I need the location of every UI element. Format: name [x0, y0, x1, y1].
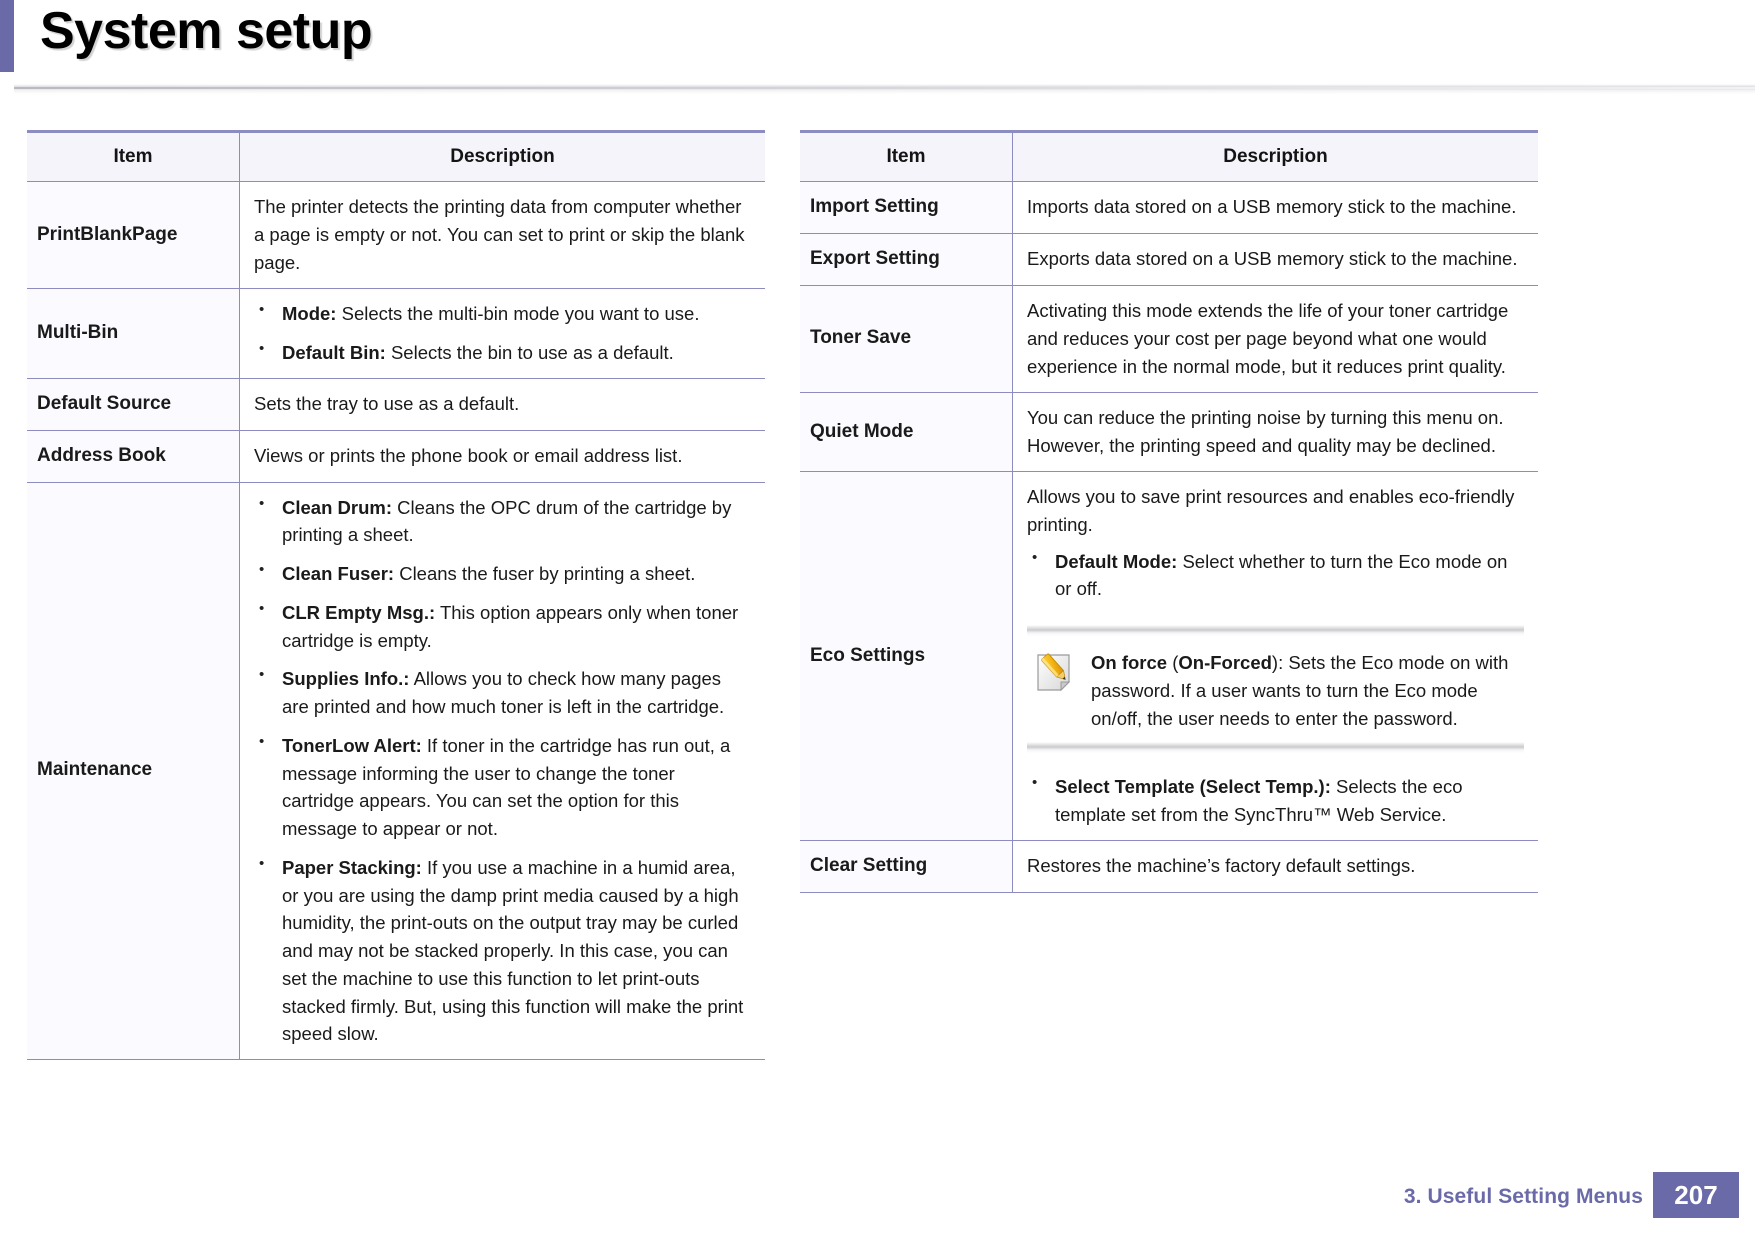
bullet-lead: Clean Drum: [282, 496, 392, 518]
description-bullet-item [254, 494, 751, 550]
note-callout [1027, 625, 1524, 753]
description-bullet-list [254, 300, 751, 367]
cell-description [240, 289, 766, 379]
cell-description [1013, 285, 1539, 392]
description-paragraph: Exports data stored on a USB memory stick to the machine. [1027, 248, 1518, 270]
page-footer [0, 1172, 1755, 1218]
bullet-text: Selects the multi-bin mode you want to use. [336, 303, 700, 325]
bullet-lead: Default Mode: [1055, 550, 1178, 572]
bullet-text: If you use a machine in a humid area, or you are using the damp print media caused by a high humidity, the print-outs on the output tray may be curled and may not be stacked properly. In this case, you can set the machine to use this function to let print-outs stacked firmly. But, using this function will make the print speed slow. [282, 856, 744, 1045]
bullet-lead: TonerLow Alert: [282, 734, 422, 756]
description-paragraph: Restores the machine’s factory default settings. [1027, 855, 1416, 877]
cell-description [1013, 472, 1539, 841]
cell-description [1013, 840, 1539, 892]
note-bottom-divider [1027, 742, 1524, 753]
note-paren-bold: On-Forced [1178, 652, 1272, 674]
table-row [800, 233, 1538, 285]
bullet-lead: CLR Empty Msg.: [282, 601, 436, 623]
cell-description [1013, 233, 1539, 285]
cell-item: Quiet Mode [800, 393, 1013, 472]
table-row [27, 430, 765, 482]
bullet-text: Selects the bin to use as a default. [385, 342, 674, 364]
header-divider [14, 84, 1755, 94]
bullet-lead: Paper Stacking: [282, 856, 422, 878]
page-title: System setup [40, 2, 373, 60]
footer-page-number: 207 [1653, 1172, 1739, 1218]
column-header-description: Description [1013, 132, 1539, 182]
left-column [27, 130, 765, 1060]
bullet-text: Select whether to turn the Eco mode on or off. [1055, 550, 1508, 600]
column-header-item: Item [27, 132, 240, 182]
table-row [800, 472, 1538, 841]
description-bullet-item [254, 560, 751, 588]
bullet-lead: Mode: [282, 303, 337, 325]
column-header-description: Description [240, 132, 766, 182]
bullet-text: Cleans the fuser by printing a sheet. [394, 563, 696, 585]
bullet-text: Selects the eco template set from the SyncThru™ Web Service. [1055, 776, 1463, 826]
table-row [800, 285, 1538, 392]
note-paren-open: ( [1167, 652, 1179, 674]
cell-description [240, 482, 766, 1060]
bullet-text: Cleans the OPC drum of the cartridge by printing a sheet. [282, 496, 732, 546]
description-bullet-item [254, 599, 751, 655]
cell-description [240, 378, 766, 430]
description-bullet-item [254, 339, 751, 367]
table-row [27, 378, 765, 430]
cell-item: Export Setting [800, 233, 1013, 285]
table-row [800, 393, 1538, 472]
bullet-lead: Select Template (Select Temp.): [1055, 776, 1331, 798]
cell-item: Default Source [27, 378, 240, 430]
note-text [1091, 649, 1518, 733]
table-row [27, 289, 765, 379]
page-header [0, 0, 1755, 100]
settings-table-right [800, 130, 1538, 893]
table-row [27, 182, 765, 289]
description-bullet-item [254, 732, 751, 843]
cell-item: Maintenance [27, 482, 240, 1060]
description-paragraph: Activating this mode extends the life of your toner cartridge and reduces your cost per page beyond what one would experience in the normal mode, but it reduces print quality. [1027, 299, 1509, 377]
bullet-text: This option appears only when toner cartridge is empty. [282, 601, 739, 651]
cell-item: Toner Save [800, 285, 1013, 392]
table-row [27, 482, 765, 1060]
cell-item: Eco Settings [800, 472, 1013, 841]
description-bullet-item [254, 665, 751, 721]
description-paragraph: Views or prints the phone book or email address list. [254, 445, 683, 467]
description-bullet-list [1027, 548, 1524, 604]
table-header-row [27, 132, 765, 182]
note-body [1027, 643, 1518, 737]
column-header-item: Item [800, 132, 1013, 182]
footer-section-label: 3. Useful Setting Menus [1403, 1185, 1643, 1208]
header-accent-bar [0, 0, 14, 72]
description-paragraph: Allows you to save print resources and enables eco-friendly printing. [1027, 486, 1515, 536]
bullet-lead: Supplies Info.: [282, 668, 410, 690]
right-column [800, 130, 1538, 893]
description-bullet-list [1027, 773, 1524, 829]
table-header-row [800, 132, 1538, 182]
bullet-text: If toner in the cartridge has run out, a message informing the user to change the toner cartridge appears. You can set the option for this message to appear or not. [282, 734, 731, 840]
cell-item: Address Book [27, 430, 240, 482]
description-bullet-item [254, 854, 751, 1048]
description-bullet-item [254, 300, 751, 328]
cell-description [1013, 393, 1539, 472]
table-row [800, 182, 1538, 234]
note-top-divider [1027, 625, 1524, 636]
cell-description [240, 430, 766, 482]
note-paren-close: ): [1271, 652, 1289, 674]
cell-item: PrintBlankPage [27, 182, 240, 289]
description-paragraph: You can reduce the printing noise by turning this menu on. However, the printing speed and quality may be declined. [1027, 407, 1504, 457]
note-body-text: Sets the Eco mode on with password. If a user wants to turn the Eco mode on/off, the user needs to enter the password. [1091, 652, 1509, 730]
settings-table-left [27, 130, 765, 1060]
note-lead: On force [1091, 652, 1168, 674]
description-paragraph: The printer detects the printing data from computer whether a page is empty or not. You can set to print or skip the blank page. [254, 196, 745, 274]
cell-item: Clear Setting [800, 840, 1013, 892]
description-paragraph: Imports data stored on a USB memory stick to the machine. [1027, 196, 1517, 218]
table-row [800, 840, 1538, 892]
description-bullet-list [254, 494, 751, 1049]
cell-description [1013, 182, 1539, 234]
note-pencil-icon [1033, 649, 1077, 695]
bullet-lead: Default Bin: [282, 342, 386, 364]
description-bullet-item [1027, 773, 1524, 829]
table-body-left [27, 182, 765, 1060]
description-bullet-item [1027, 548, 1524, 604]
cell-item: Import Setting [800, 182, 1013, 234]
description-paragraph: Sets the tray to use as a default. [254, 393, 520, 415]
table-body-right [800, 182, 1538, 893]
cell-description [240, 182, 766, 289]
bullet-lead: Clean Fuser: [282, 563, 395, 585]
bullet-text: Allows you to check how many pages are printed and how much toner is left in the cartridge. [282, 668, 725, 718]
cell-item: Multi-Bin [27, 289, 240, 379]
